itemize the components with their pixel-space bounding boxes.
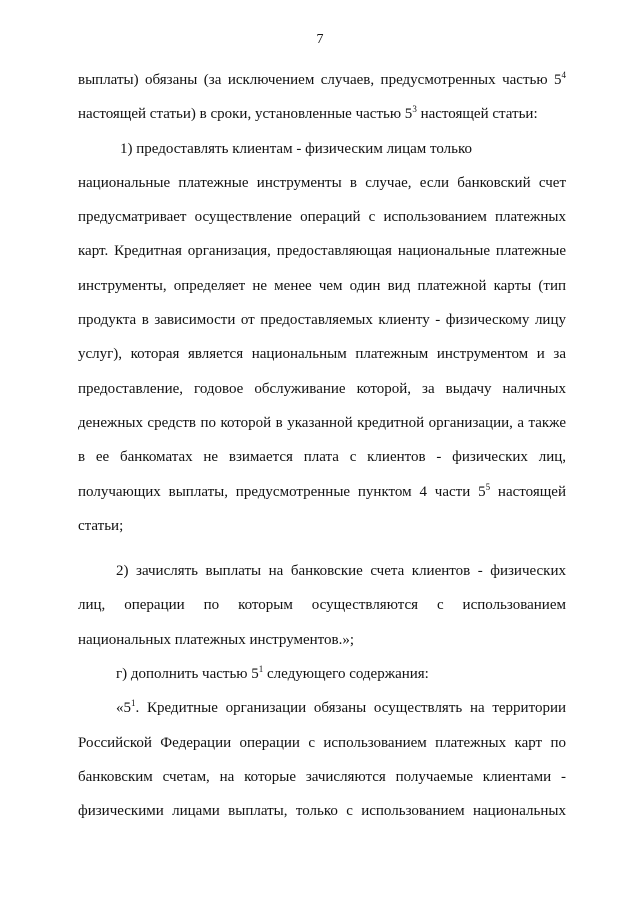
text-line: в ее банкоматах не взимается плата с клиентов - физических лиц, <box>78 449 566 466</box>
text-line: лиц, операции по которым осуществляются с использованием <box>78 597 566 614</box>
text-line: услуг), которая является национальным платежным инструментом и за <box>78 346 566 363</box>
list-item-1-line: 1) предоставлять клиентам - физическим лицам только <box>120 140 473 157</box>
text-line: национальные платежные инструменты в случае, если банковский счет <box>78 174 566 191</box>
page-number: 7 <box>316 32 324 47</box>
text-line: выплаты) обязаны (за исключением случаев, предусмотренных частью $5^4$ <box>78 70 566 88</box>
text-line: инструменты, определяет не менее чем один вид платежной карты (тип <box>78 277 566 294</box>
document-body <box>78 70 566 836</box>
text-line: г) дополнить частью $5^1$ следующего содержания: <box>116 664 429 683</box>
text-line: статьи; <box>78 517 124 534</box>
text-line: настоящей статьи) в сроки, установленные частью $5^3$ настоящей статьи: <box>78 104 538 123</box>
text-line: карт. Кредитная организация, предоставляющая национальные платежные <box>78 243 566 260</box>
text-line: продукта в зависимости от предоставляемых клиенту - физическому лицу <box>78 312 566 329</box>
text-line: банковским счетам, на которые зачисляются получаемые клиентами - <box>78 768 566 785</box>
text-line: «$5^1$. Кредитные организации обязаны осуществлять на территории <box>116 698 566 717</box>
text-line: предусматривает осуществление операций с использованием платежных <box>78 209 566 226</box>
text-line: физическими лицами выплаты, только с использованием национальных <box>78 803 566 820</box>
text-line: Российской Федерации операции с использованием платежных карт по <box>78 734 566 751</box>
text-line: денежных средств по которой в указанной кредитной организации, а также <box>78 414 566 431</box>
text-line: получающих выплаты, предусмотренные пунктом 4 части $5^5$ настоящей <box>78 481 566 500</box>
text-line: национальных платежных инструментов.»; <box>78 631 355 648</box>
text-line: предоставление, годовое обслуживание которой, за выдачу наличных <box>78 380 566 397</box>
list-item-2-line: 2) зачислять выплаты на банковские счета клиентов - физических <box>116 563 566 580</box>
